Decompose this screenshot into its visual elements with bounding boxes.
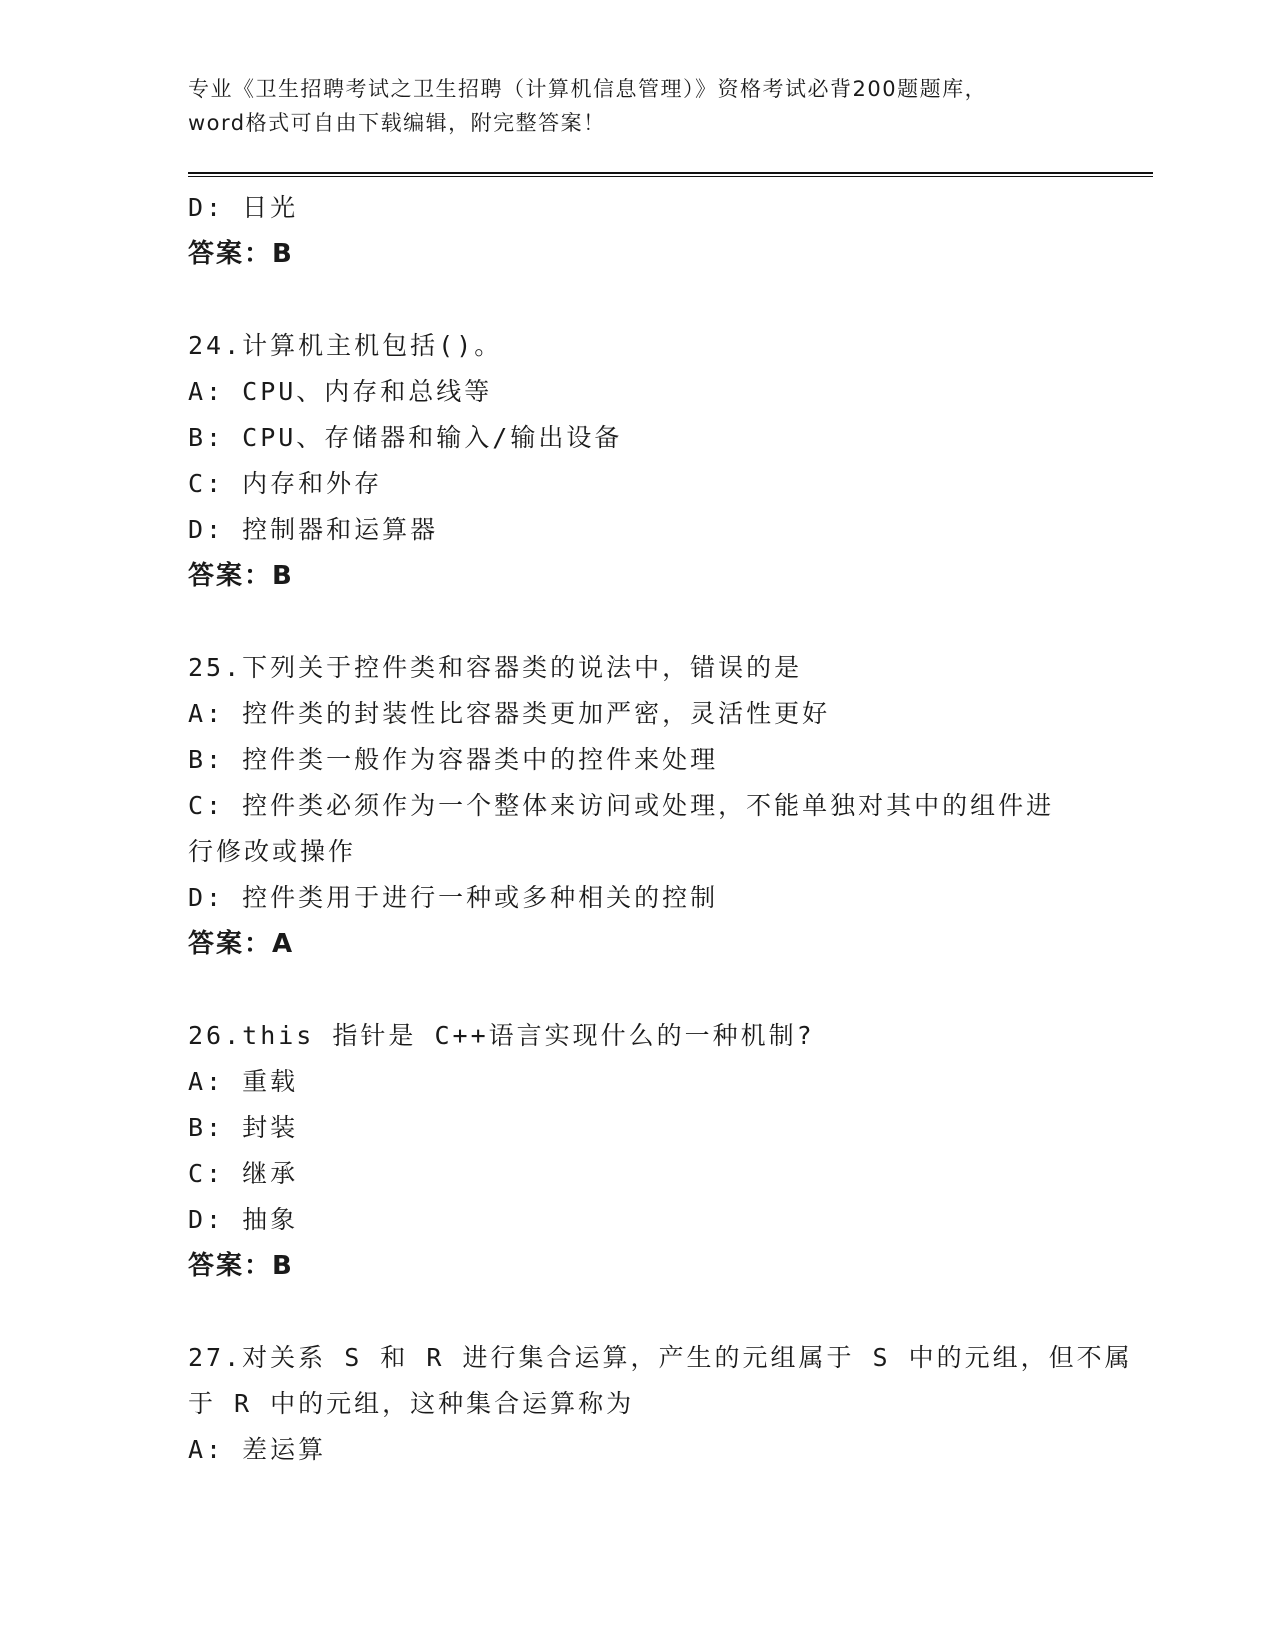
option-c: C: 继承 (188, 1159, 299, 1188)
option-a: A: 控件类的封装性比容器类更加严密，灵活性更好 (188, 699, 831, 728)
question-stem: 24.计算机主机包括()。 (188, 331, 503, 360)
question-26 (188, 1013, 1153, 1289)
option-c: C: 控件类必须作为一个整体来访问或处理，不能单独对其中的组件进 (188, 791, 1055, 820)
answer-line: 答案：A (188, 929, 295, 959)
question-27 (188, 1335, 1153, 1473)
option-b: B: CPU、存储器和输入/输出设备 (188, 423, 623, 452)
header-line-2: word格式可自由下载编辑，附完整答案！ (188, 111, 606, 135)
question-stem: 26.this 指针是 C++语言实现什么的一种机制? (188, 1021, 815, 1050)
option-b: B: 控件类一般作为容器类中的控件来处理 (188, 745, 719, 774)
answer-line: 答案：B (188, 561, 294, 591)
option-a: A: 重载 (188, 1067, 299, 1096)
answer-line: 答案：B (188, 1251, 294, 1281)
document-page (188, 72, 1153, 1473)
document-header (188, 72, 1153, 140)
option-b: B: 封装 (188, 1113, 299, 1142)
option-d: D: 控制器和运算器 (188, 515, 439, 544)
answer-line: 答案：B (188, 239, 294, 269)
option-a: A: 差运算 (188, 1435, 327, 1464)
option-d: D: 日光 (188, 193, 299, 222)
question-stem: 25.下列关于控件类和容器类的说法中，错误的是 (188, 653, 803, 682)
option-c-continued: 行修改或操作 (188, 837, 357, 866)
option-d: D: 抽象 (188, 1205, 299, 1234)
option-d: D: 控件类用于进行一种或多种相关的控制 (188, 883, 719, 912)
question-24 (188, 323, 1153, 599)
header-divider (188, 172, 1153, 177)
question-stem-continued: 于 R 中的元组，这种集合运算称为 (188, 1389, 635, 1418)
question-25 (188, 645, 1153, 967)
header-line-1: 专业《卫生招聘考试之卫生招聘（计算机信息管理）》资格考试必背200题题库， (188, 77, 988, 101)
question-stem: 27.对关系 S 和 R 进行集合运算，产生的元组属于 S 中的元组，但不属 (188, 1343, 1133, 1372)
option-a: A: CPU、内存和总线等 (188, 377, 493, 406)
option-c: C: 内存和外存 (188, 469, 383, 498)
document-body (188, 185, 1153, 1473)
